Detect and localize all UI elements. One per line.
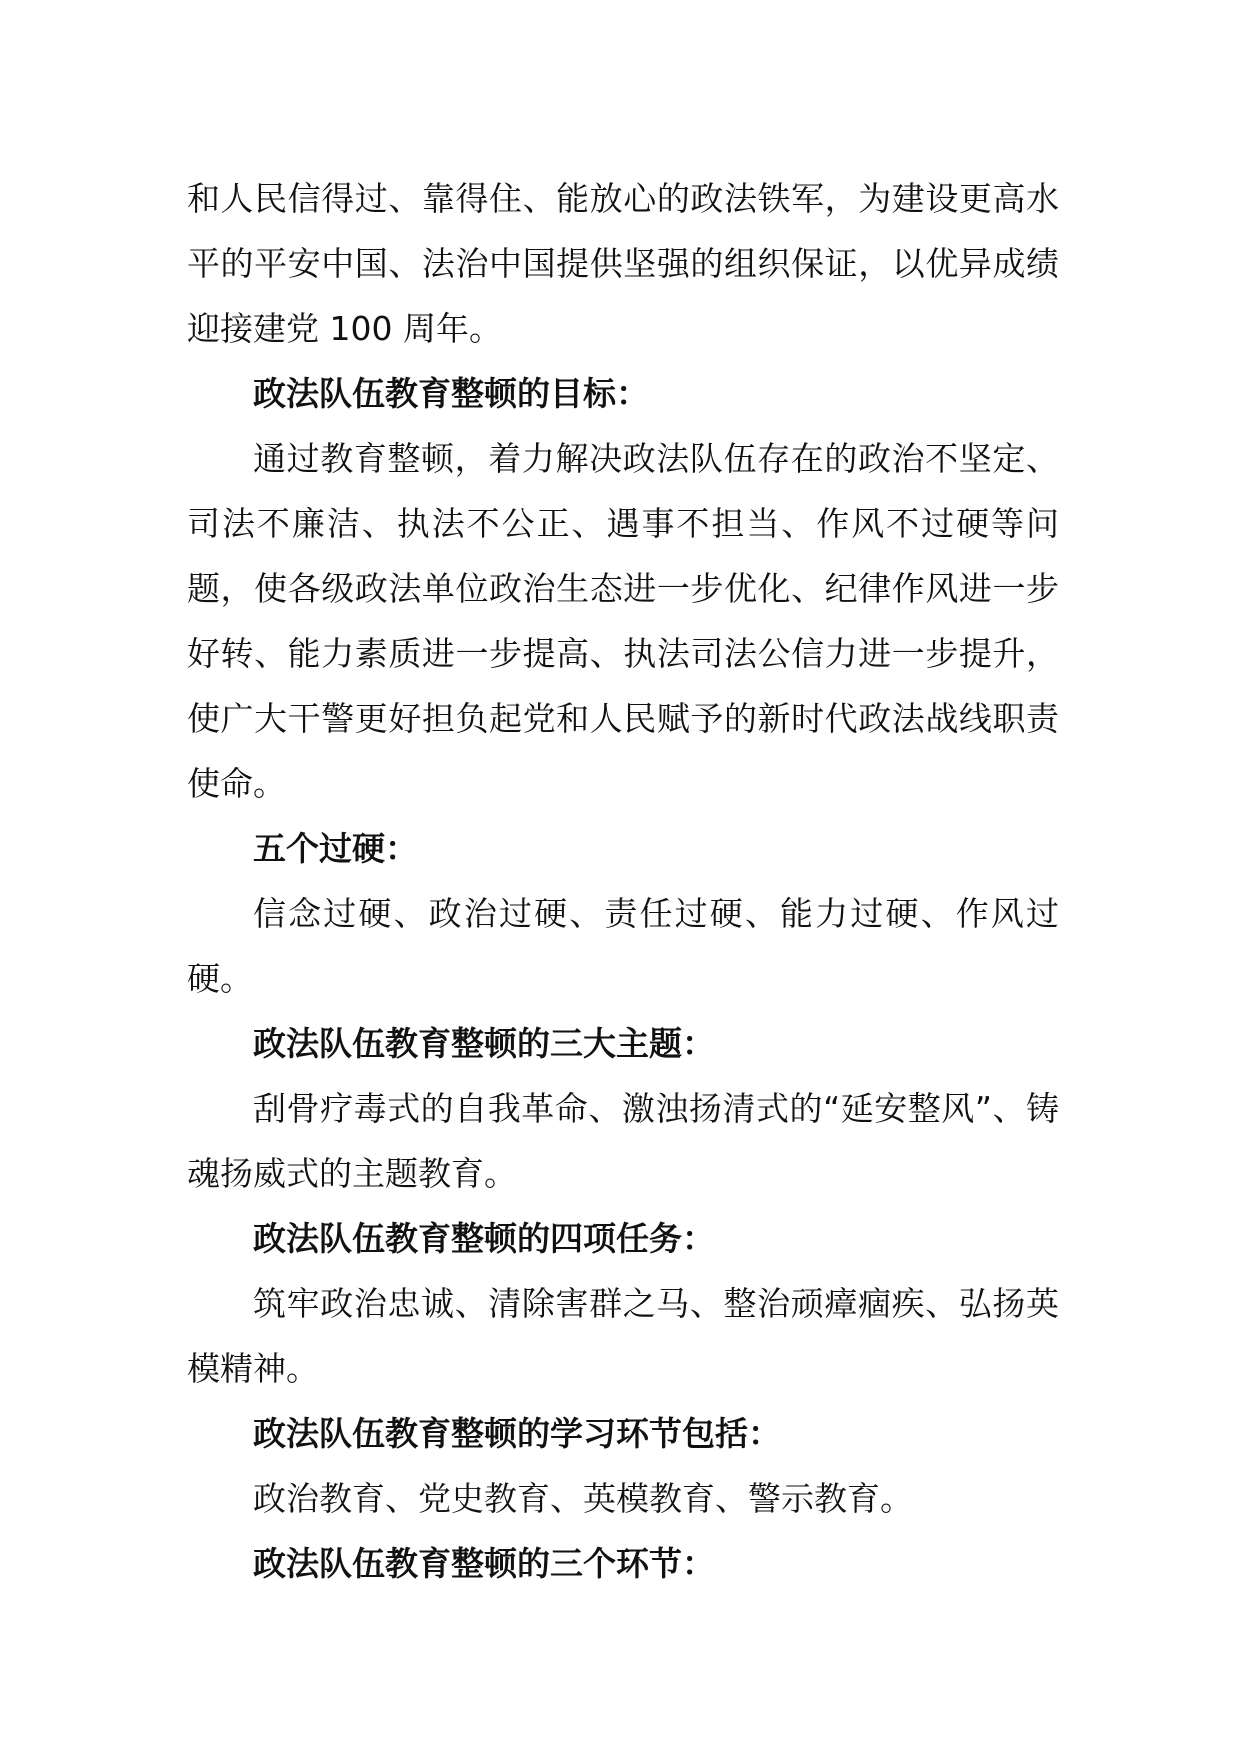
heading-four-tasks: 政法队伍教育整顿的四项任务： <box>253 1219 715 1258</box>
heading-three-stages: 政法队伍教育整顿的三个环节： <box>253 1544 715 1583</box>
paragraph-goals: 通过教育整顿，着力解决政法队伍存在的政治不坚定、司法不廉洁、执法不公正、遇事不担当、作风不过硬等问题，使各级政法单位政治生态进一步优化、纪律作风进一步好转、能力素质进一步提高、执法司法公信力进一步提升，使广大干警更好担负起党和人民赋予的新时代政法战线职责使命。 <box>187 439 1059 803</box>
document-body <box>187 166 1059 1596</box>
heading-goals: 政法队伍教育整顿的目标： <box>253 374 649 413</box>
heading-study-stages: 政法队伍教育整顿的学习环节包括： <box>253 1414 781 1453</box>
paragraph-four-tasks: 筑牢政治忠诚、清除害群之马、整治顽瘴痼疾、弘扬英模精神。 <box>187 1284 1059 1388</box>
paragraph-five-excellences: 信念过硬、政治过硬、责任过硬、能力过硬、作风过硬。 <box>187 894 1059 998</box>
paragraph-intro-continuation: 和人民信得过、靠得住、能放心的政法铁军，为建设更高水平的平安中国、法治中国提供坚强的组织保证，以优异成绩迎接建党 100 周年。 <box>187 179 1059 348</box>
heading-five-excellences: 五个过硬： <box>253 829 418 868</box>
heading-three-themes: 政法队伍教育整顿的三大主题： <box>253 1024 715 1063</box>
paragraph-three-themes: 刮骨疗毒式的自我革命、激浊扬清式的“延安整风”、铸魂扬威式的主题教育。 <box>187 1089 1059 1193</box>
paragraph-study-stages: 政治教育、党史教育、英模教育、警示教育。 <box>253 1479 913 1518</box>
